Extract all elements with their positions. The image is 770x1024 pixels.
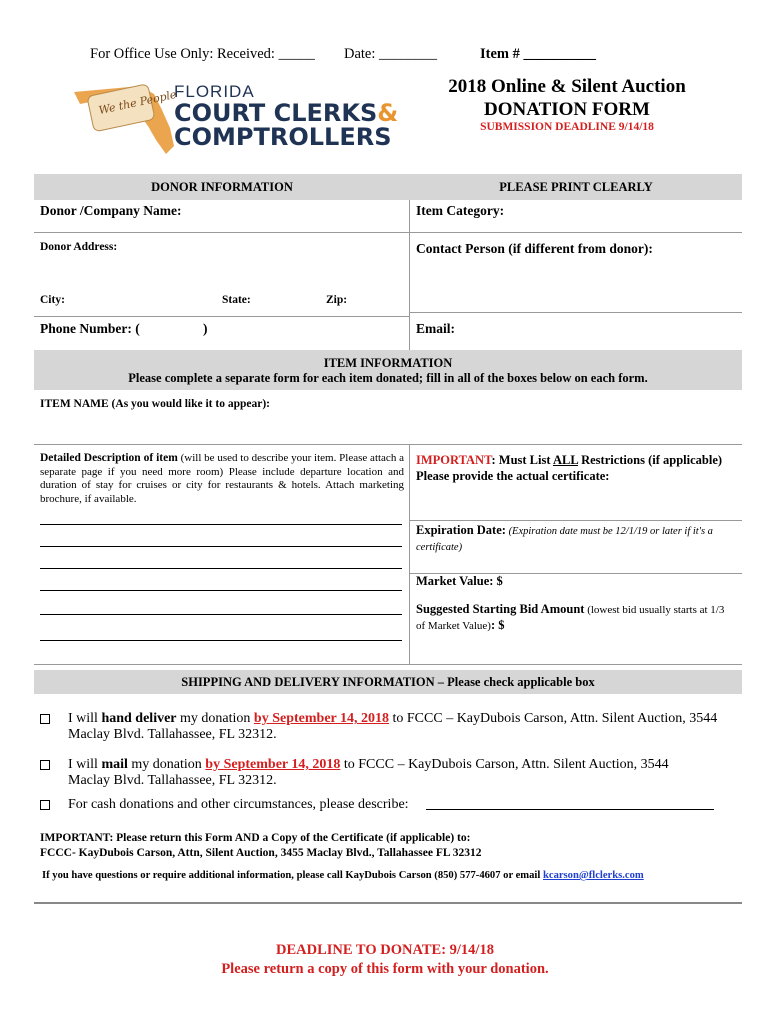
item-category-label: Item Category: xyxy=(416,203,505,218)
divider xyxy=(34,444,742,445)
shipping-header-text: SHIPPING AND DELIVERY INFORMATION – Please check applicable box xyxy=(181,675,595,689)
market-value-label: Market Value: $ xyxy=(416,574,503,588)
email-label: Email: xyxy=(416,321,455,336)
city-label: City: xyxy=(40,294,65,306)
opt1-date: by September 14, 2018 xyxy=(253,711,389,726)
description-line-4[interactable] xyxy=(40,590,402,591)
opt1-a: I will xyxy=(68,711,102,726)
description-note: (will be used to describe your item. Please attach a separate page if you need more room) Please include departure location and duration of stay for cruises or city for restaurants & hotels. Attach marketing brochure, if available. xyxy=(40,452,404,505)
opt2-bold: mail xyxy=(101,757,128,772)
opt1-address: to FCCC – KayDubois Carson, Attn. Silent Auction, 3544 Maclay Blvd. Tallahassee, FL 32312. xyxy=(68,711,718,742)
donor-address-label: Donor Address: xyxy=(40,241,118,253)
starting-bid-dollar: : $ xyxy=(490,618,505,632)
logo-line3: COMPTROLLERS xyxy=(174,123,392,151)
item-name-label: ITEM NAME (As you would like it to appear): xyxy=(40,398,271,410)
opt2-address: to FCCC – KayDubois Carson, Attn. Silent Auction, 3544 Maclay Blvd. Tallahassee, FL 32312. xyxy=(68,757,669,788)
donor-info-header xyxy=(34,174,742,200)
footer-divider xyxy=(34,902,742,904)
shipping-header xyxy=(34,670,742,694)
phone-label: Phone Number: ( xyxy=(40,321,140,336)
zip-label: Zip: xyxy=(326,294,348,306)
mail-checkbox[interactable] xyxy=(40,760,50,770)
item-info-instructions: Please complete a separate form for each item donated; fill in all of the boxes below on each form. xyxy=(128,371,648,385)
form-title-line1: 2018 Online & Silent Auction xyxy=(448,76,686,97)
submission-deadline: SUBMISSION DEADLINE 9/14/18 xyxy=(480,121,654,133)
description-instructions xyxy=(40,452,404,506)
opt2-a: I will xyxy=(68,757,102,772)
return-instructions: IMPORTANT: Please return this Form AND a Copy of the Certificate (if applicable) to: xyxy=(40,832,471,844)
logo-line1: FLORIDA xyxy=(174,82,255,101)
restrictions-label xyxy=(416,452,734,484)
phone-close: ) xyxy=(203,321,208,336)
office-date-label: Date: ________ xyxy=(344,46,438,62)
divider xyxy=(34,316,409,317)
expiration-title: Expiration Date: xyxy=(416,523,506,537)
questions-text: If you have questions or require additional information, please call KayDubois Carson (850) 577-4607 or email xyxy=(42,870,543,881)
item-info-header xyxy=(34,350,742,390)
restrictions-text-a: : Must List xyxy=(491,453,553,467)
mail-option xyxy=(68,757,708,789)
opt2-date: by September 14, 2018 xyxy=(205,757,341,772)
form-title-line2: DONATION FORM xyxy=(484,99,650,120)
state-label: State: xyxy=(222,294,251,306)
questions-line xyxy=(42,870,644,881)
item-info-title: ITEM INFORMATION xyxy=(323,356,453,370)
donor-divider xyxy=(409,200,410,350)
description-title: Detailed Description of item xyxy=(40,452,178,464)
logo-script: We the People xyxy=(97,87,178,118)
donor-info-title: DONOR INFORMATION xyxy=(151,180,293,194)
description-line-6[interactable] xyxy=(40,640,402,641)
cash-donation-checkbox[interactable] xyxy=(40,800,50,810)
opt1-bold: hand deliver xyxy=(101,711,177,726)
contact-person-label: Contact Person (if different from donor): xyxy=(416,241,653,256)
divider xyxy=(409,520,742,521)
opt2-c: my donation xyxy=(127,757,206,772)
logo-amp: & xyxy=(377,99,399,127)
footer-return-note: Please return a copy of this form with your donation. xyxy=(221,961,549,977)
expiration-label xyxy=(416,523,738,555)
description-line-5[interactable] xyxy=(40,614,402,615)
return-address: FCCC- KayDubois Carson, Attn, Silent Auction, 3455 Maclay Blvd., Tallahassee FL 32312 xyxy=(40,847,482,859)
description-line-3[interactable] xyxy=(40,568,402,569)
donor-company-label: Donor /Company Name: xyxy=(40,203,182,218)
footer-deadline: DEADLINE TO DONATE: 9/14/18 xyxy=(276,942,494,958)
item-divider xyxy=(409,444,410,664)
opt1-c: my donation xyxy=(176,711,254,726)
description-line-2[interactable] xyxy=(40,546,402,547)
office-received-label: For Office Use Only: Received: _____ xyxy=(90,46,315,62)
hand-deliver-option xyxy=(68,711,734,743)
cash-donation-label: For cash donations and other circumstances, please describe: xyxy=(68,797,409,812)
restrictions-all: ALL xyxy=(552,453,578,467)
logo xyxy=(70,80,399,160)
restrictions-text-b: Restrictions (if applicable) Please provide the actual certificate: xyxy=(416,453,723,483)
starting-bid-note: (lowest bid usually starts at 1/3 of Market Value) xyxy=(416,604,725,632)
starting-bid-label xyxy=(416,602,736,634)
important-word: IMPORTANT xyxy=(416,453,492,467)
print-clearly-note: PLEASE PRINT CLEARLY xyxy=(499,180,653,194)
expiration-note: (Expiration date must be 12/1/19 or later if it's a certificate) xyxy=(416,526,713,553)
divider xyxy=(409,312,742,313)
office-item-label: Item # __________ xyxy=(480,46,596,62)
contact-email-link[interactable]: kcarson@flclerks.com xyxy=(542,870,644,881)
divider xyxy=(34,664,742,665)
hand-deliver-checkbox[interactable] xyxy=(40,714,50,724)
cash-donation-describe-line[interactable] xyxy=(426,809,714,810)
logo-line2: COURT CLERKS xyxy=(174,99,378,127)
description-line-1[interactable] xyxy=(40,524,402,525)
starting-bid-title: Suggested Starting Bid Amount xyxy=(416,602,585,616)
divider xyxy=(34,232,742,233)
